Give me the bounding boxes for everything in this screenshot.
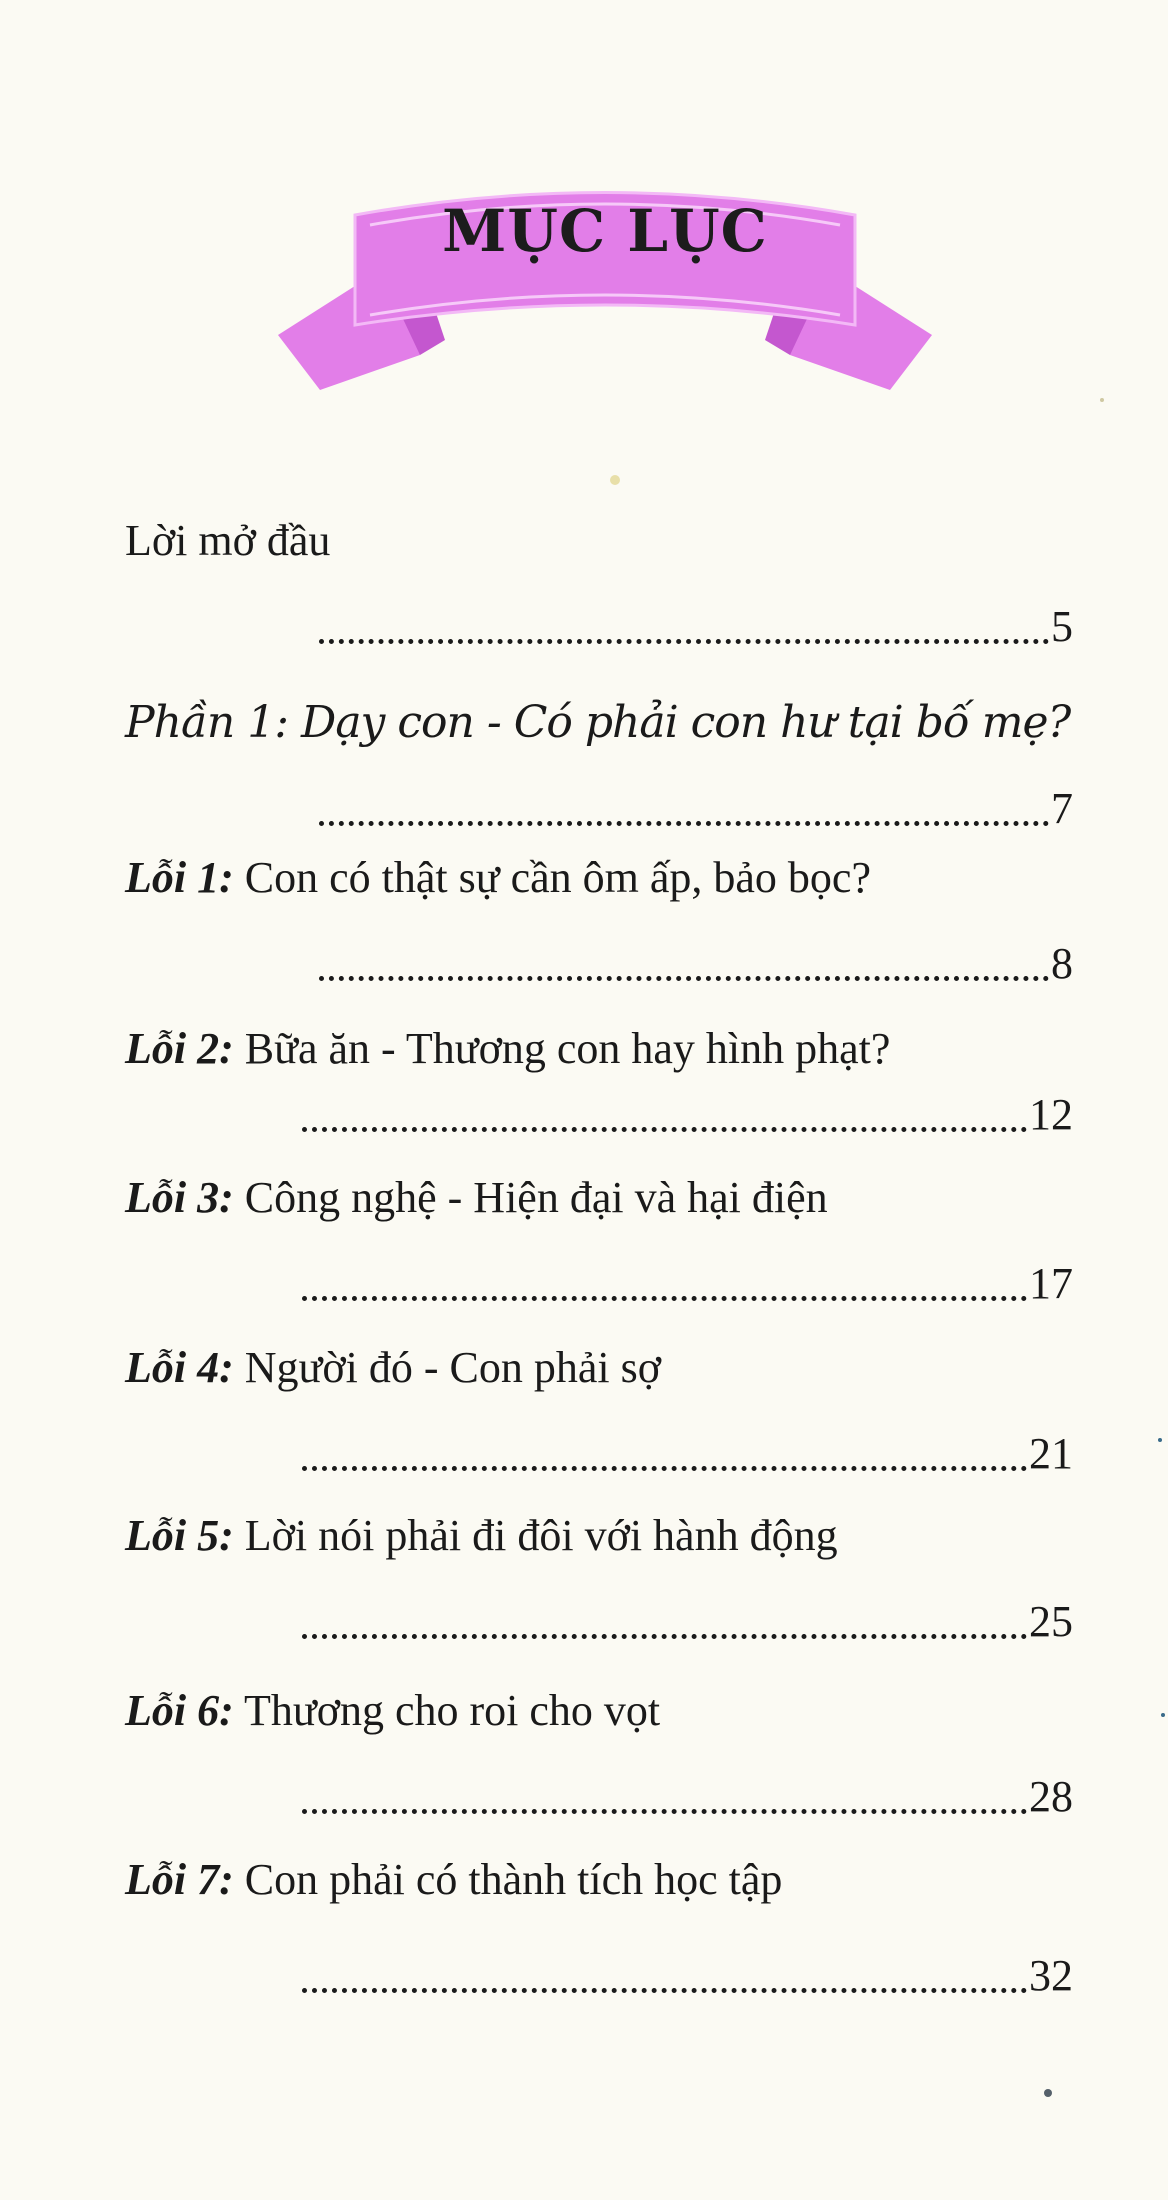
dot-leader (319, 811, 1049, 826)
dot-leader (302, 1799, 1027, 1814)
page-number: 32 (1029, 1951, 1073, 2000)
page-number: 12 (1029, 1090, 1073, 1139)
toc-entry-intro[interactable] (0, 513, 1168, 673)
page-title: MỤC LỤC (442, 197, 768, 265)
toc-entry-loi-3[interactable] (0, 1170, 1168, 1330)
toc-entry-title: Con phải có thành tích học tập (233, 1855, 783, 1904)
toc-entry-prefix: Lỗi 4: (125, 1343, 234, 1392)
toc-entry-title: Lời mở đầu (125, 516, 331, 565)
toc-entry-title: Bữa ăn - Thương con hay hình phạt? (233, 1024, 891, 1073)
toc-entry-title: Công nghệ - Hiện đại và hại điện (233, 1173, 828, 1222)
contents-ribbon-banner (270, 175, 940, 405)
toc-entry-loi-1[interactable] (0, 850, 1168, 1010)
toc-entry-title: Phần 1: Dạy con - Có phải con hư tại bố mẹ? (125, 697, 1071, 748)
dot-leader (319, 629, 1049, 644)
toc-entry-prefix: Lỗi 5: (125, 1511, 234, 1560)
toc-entry-loi-7[interactable] (0, 1852, 1168, 2012)
dot-leader (319, 966, 1049, 981)
toc-entry-prefix: Lỗi 7: (125, 1855, 234, 1904)
toc-entry-prefix: Lỗi 2: (125, 1024, 234, 1073)
page-number: 5 (1051, 602, 1073, 651)
toc-entry-loi-6[interactable] (0, 1683, 1168, 1843)
page-number: 21 (1029, 1429, 1073, 1478)
toc-entry-prefix: Lỗi 6: (125, 1686, 234, 1735)
toc-entry-title: Lời nói phải đi đôi với hành động (233, 1511, 838, 1560)
toc-entry-loi-4[interactable] (0, 1340, 1168, 1500)
dot-leader (302, 1286, 1027, 1301)
toc-entry-loi-5[interactable] (0, 1508, 1168, 1668)
dot-leader (302, 1978, 1027, 1993)
page-number: 8 (1051, 939, 1073, 988)
toc-entry-title: Người đó - Con phải sợ (233, 1343, 662, 1392)
toc-entry-prefix: Lỗi 3: (125, 1173, 234, 1222)
toc-entry-loi-2[interactable] (0, 1021, 1168, 1181)
toc-entry-title: Con có thật sự cần ôm ấp, bảo bọc? (233, 853, 871, 902)
toc-entry-prefix: Lỗi 1: (125, 853, 234, 902)
dot-leader (302, 1624, 1027, 1639)
page-number: 7 (1051, 784, 1073, 833)
dot-leader (302, 1117, 1027, 1132)
page-number: 17 (1029, 1259, 1073, 1308)
page-number: 25 (1029, 1597, 1073, 1646)
toc-entry-title: Thương cho roi cho vọt (233, 1686, 661, 1735)
dot-leader (302, 1456, 1027, 1471)
page-number: 28 (1029, 1772, 1073, 1821)
toc-entry-part-1[interactable] (0, 695, 1168, 855)
